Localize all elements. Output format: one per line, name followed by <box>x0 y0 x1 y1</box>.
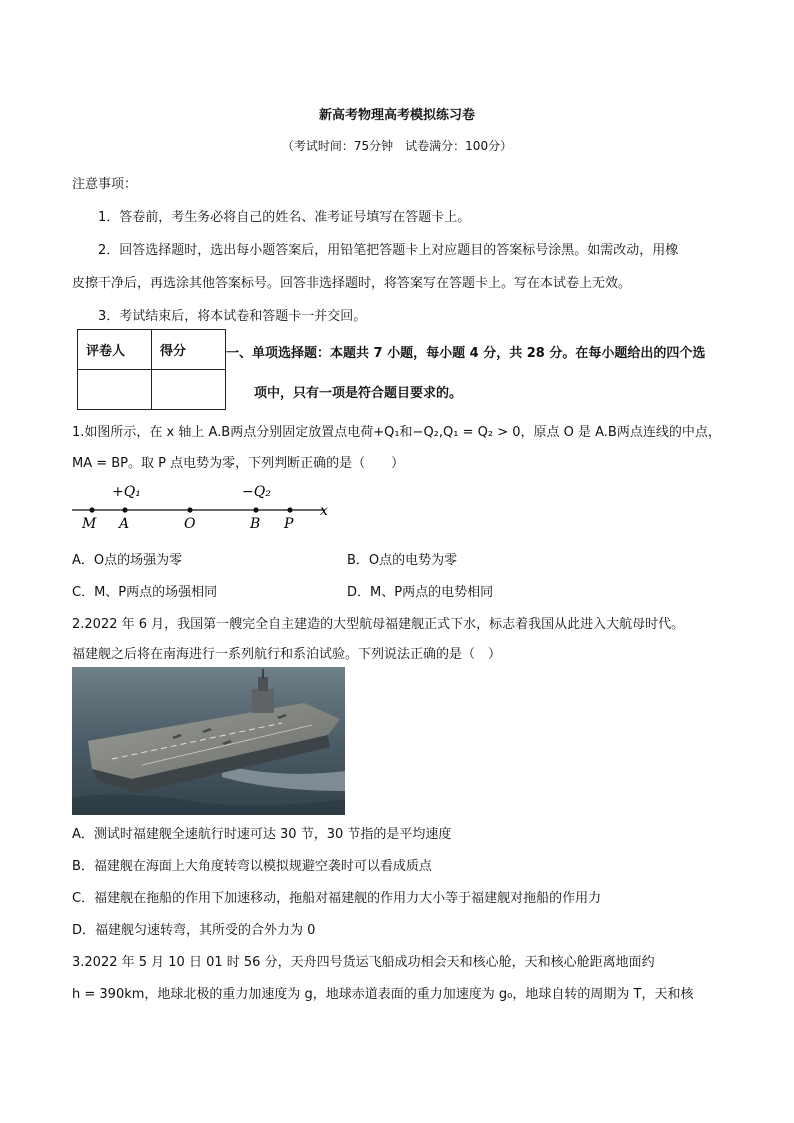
q1-figure <box>70 480 340 532</box>
q1-option-a[interactable]: A．O点的场强为零 <box>72 553 183 568</box>
point-p-dot <box>287 507 292 512</box>
notice-item-3: 3．考试结束后，将本试卷和答题卡一并交回。 <box>98 309 367 324</box>
aircraft-carrier-photo <box>72 667 345 815</box>
q2-option-c[interactable]: C．福建舰在拖船的作用下加速移动，拖船对福建舰的作用力大小等于福建舰对拖船的作用力 <box>72 891 602 906</box>
grading-table <box>77 329 226 410</box>
point-a-label: A <box>119 516 130 532</box>
point-b-label: B <box>250 516 261 532</box>
q1-option-b[interactable]: B．O点的电势为零 <box>347 553 458 568</box>
q2-option-b[interactable]: B．福建舰在海面上大角度转弯以模拟规避空袭时可以看成质点 <box>72 859 432 874</box>
notice-item-2: 2．回答选择题时，选出每小题答案后，用铅笔把答题卡上对应题目的答案标号涂黑。如需改动，用橡 <box>98 243 679 258</box>
q1-option-d[interactable]: D．M、P两点的电势相同 <box>347 585 494 600</box>
q2-option-d[interactable]: D．福建舰匀速转弯，其所受的合外力为 0 <box>72 923 316 938</box>
q1-stem: 1.如图所示，在 x 轴上 A.B两点分别固定放置点电荷+Q₁和−Q₂,Q₁ = Q₂ > 0，原点 O 是 A.B两点连线的中点， <box>72 425 721 440</box>
point-a-dot <box>122 507 127 512</box>
notice-item-1: 1．答卷前，考生务必将自己的姓名、准考证号填写在答题卡上。 <box>98 210 471 225</box>
charge-a-label: +Q₁ <box>112 484 141 500</box>
notice-item-2-cont: 皮擦干净后，再选涂其他答案标号。回答非选择题时，将答案写在答题卡上。写在本试卷上无效。 <box>72 276 632 291</box>
charge-b-label: −Q₂ <box>242 484 271 500</box>
point-m-label: M <box>82 516 97 532</box>
notice-heading: 注意事项： <box>72 177 138 192</box>
paper-title: 新高考物理高考模拟练习卷 <box>318 108 475 123</box>
q2-option-a[interactable]: A．测试时福建舰全速航行时速可达 30 节，30 节指的是平均速度 <box>72 827 452 842</box>
q1-stem-cont: MA = BP。取 P 点电势为零，下列判断正确的是（ ） <box>72 456 405 471</box>
q2-stem: 2.2022 年 6 月，我国第一艘完全自主建造的大型航母福建舰正式下水，标志着我国从此进入大航母时代。 <box>72 617 685 632</box>
q2-stem-cont: 福建舰之后将在南海进行一系列航行和系泊试验。下列说法正确的是（ ） <box>72 647 502 662</box>
q1-option-c[interactable]: C．M、P两点的场强相同 <box>72 585 218 600</box>
point-o-label: O <box>184 516 196 532</box>
axis-label: x <box>320 503 328 519</box>
point-b-dot <box>253 507 258 512</box>
exam-info: （考试时间：75分钟 试卷满分：100分） <box>281 139 513 153</box>
grader-header: 评卷人 <box>78 330 152 370</box>
score-cell[interactable] <box>152 370 226 410</box>
grader-cell[interactable] <box>78 370 152 410</box>
q3-stem-cont: h = 390km，地球北极的重力加速度为 g，地球赤道表面的重力加速度为 g₀，地球自转的周期为 T，天和核 <box>72 987 694 1002</box>
score-header: 得分 <box>152 330 226 370</box>
q3-stem: 3.2022 年 5 月 10 日 01 时 56 分，天舟四号货运飞船成功相会天和核心舱，天和核心舱距离地面约 <box>72 955 655 970</box>
point-m-dot <box>89 507 94 512</box>
section-1-heading-cont: 项中，只有一项是符合题目要求的。 <box>254 386 463 401</box>
section-1-heading: 一、单项选择题：本题共 7 小题，每小题 4 分，共 28 分。在每小题给出的四个选 <box>226 346 706 361</box>
point-o-dot <box>187 507 192 512</box>
point-p-label: P <box>284 516 294 532</box>
